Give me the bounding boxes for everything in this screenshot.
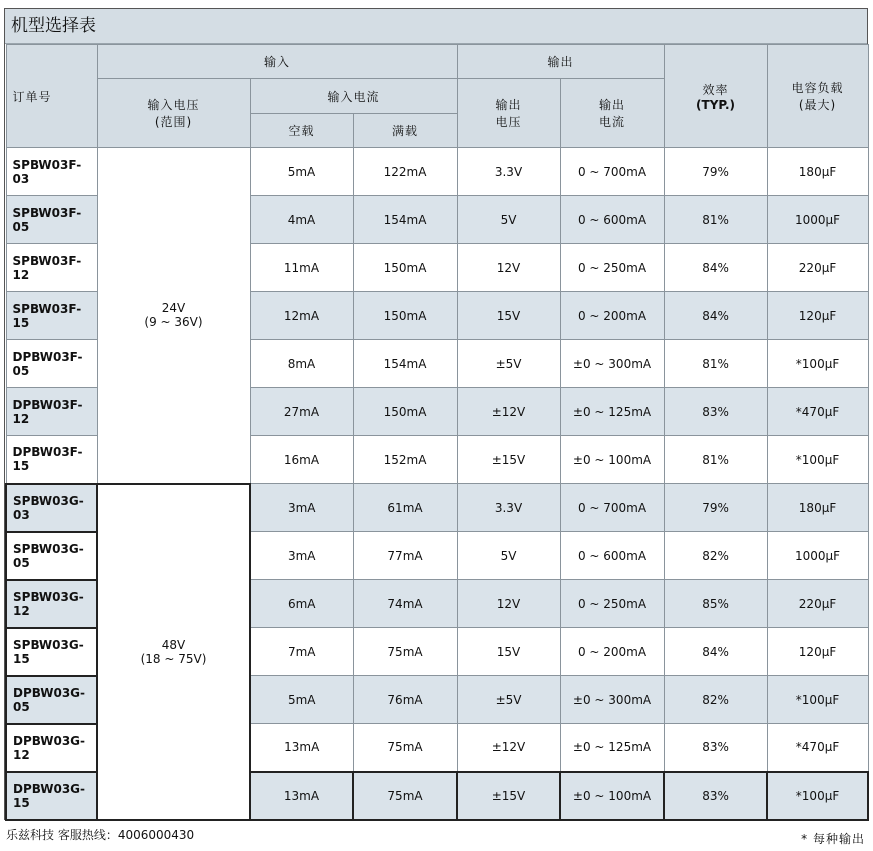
- header-cap-load: [767, 45, 868, 148]
- input-voltage-value: 48V: [161, 637, 186, 652]
- full-load-cell: 75mA: [353, 628, 457, 676]
- header-efficiency-label: 效率: [702, 82, 729, 97]
- model-cell: DPBW03G-15: [6, 772, 97, 820]
- model-cell: DPBW03G-12: [6, 724, 97, 772]
- efficiency-cell: 83%: [664, 388, 767, 436]
- input-voltage-value: 24V: [161, 301, 186, 316]
- model-cell: DPBW03F-15: [6, 436, 97, 484]
- model-cell: DPBW03G-05: [6, 676, 97, 724]
- header-output-current-line2: 电流: [599, 115, 626, 129]
- input-voltage-range: (18 ~ 75V): [140, 651, 207, 666]
- header-input-voltage: [97, 79, 250, 148]
- efficiency-cell: 82%: [664, 676, 767, 724]
- full-load-cell: 77mA: [353, 532, 457, 580]
- full-load-cell: 76mA: [353, 676, 457, 724]
- model-selection-table: [5, 44, 869, 821]
- efficiency-cell: 84%: [664, 292, 767, 340]
- output-current-cell: 0 ~ 250mA: [560, 244, 664, 292]
- input-voltage-group-cell: [97, 148, 250, 484]
- header-order-no: 订单号: [6, 45, 97, 148]
- header-efficiency-sub: (TYP.): [696, 97, 736, 112]
- output-voltage-cell: ±12V: [457, 388, 560, 436]
- no-load-cell: 6mA: [250, 580, 353, 628]
- capacitive-load-cell: 120μF: [767, 292, 868, 340]
- output-current-cell: ±0 ~ 300mA: [560, 676, 664, 724]
- header-cap-load-sub: (最大): [798, 98, 837, 112]
- efficiency-cell: 81%: [664, 196, 767, 244]
- full-load-cell: 154mA: [353, 196, 457, 244]
- model-cell: SPBW03G-12: [6, 580, 97, 628]
- full-load-cell: 75mA: [353, 724, 457, 772]
- capacitive-load-cell: 180μF: [767, 484, 868, 532]
- footer-hotline: 乐兹科技 客服热线：4006000430: [6, 828, 195, 842]
- output-voltage-cell: 12V: [457, 244, 560, 292]
- model-cell: SPBW03F-12: [6, 244, 97, 292]
- capacitive-load-cell: 220μF: [767, 244, 868, 292]
- model-cell: SPBW03F-03: [6, 148, 97, 196]
- header-output: 输出: [457, 45, 664, 79]
- model-cell: SPBW03F-05: [6, 196, 97, 244]
- efficiency-cell: 85%: [664, 580, 767, 628]
- input-voltage-group-cell: [97, 484, 250, 820]
- capacitive-load-cell: 220μF: [767, 580, 868, 628]
- table-row: [6, 148, 868, 196]
- efficiency-cell: 82%: [664, 532, 767, 580]
- output-current-cell: ±0 ~ 100mA: [560, 772, 664, 820]
- model-cell: SPBW03F-15: [6, 292, 97, 340]
- header-input-voltage-label: 输入电压: [147, 98, 200, 112]
- capacitive-load-cell: 180μF: [767, 148, 868, 196]
- output-current-cell: ±0 ~ 300mA: [560, 340, 664, 388]
- full-load-cell: 150mA: [353, 292, 457, 340]
- output-voltage-cell: 5V: [457, 532, 560, 580]
- no-load-cell: 3mA: [250, 484, 353, 532]
- capacitive-load-cell: *470μF: [767, 724, 868, 772]
- no-load-cell: 7mA: [250, 628, 353, 676]
- full-load-cell: 152mA: [353, 436, 457, 484]
- header-output-voltage: [457, 79, 560, 148]
- output-current-cell: ±0 ~ 100mA: [560, 436, 664, 484]
- output-voltage-cell: ±12V: [457, 724, 560, 772]
- input-voltage-range: (9 ~ 36V): [144, 315, 203, 330]
- capacitive-load-cell: *100μF: [767, 340, 868, 388]
- efficiency-cell: 81%: [664, 340, 767, 388]
- header-full-load: 满载: [353, 114, 457, 148]
- model-cell: SPBW03G-05: [6, 532, 97, 580]
- efficiency-cell: 81%: [664, 436, 767, 484]
- no-load-cell: 13mA: [250, 724, 353, 772]
- header-input: 输入: [97, 45, 457, 79]
- no-load-cell: 3mA: [250, 532, 353, 580]
- model-cell: DPBW03F-05: [6, 340, 97, 388]
- page-title: 机型选择表: [5, 9, 867, 44]
- full-load-cell: 150mA: [353, 244, 457, 292]
- output-current-cell: ±0 ~ 125mA: [560, 724, 664, 772]
- header-no-load: 空载: [250, 114, 353, 148]
- output-voltage-cell: ±15V: [457, 772, 560, 820]
- capacitive-load-cell: *100μF: [767, 676, 868, 724]
- no-load-cell: 16mA: [250, 436, 353, 484]
- full-load-cell: 122mA: [353, 148, 457, 196]
- no-load-cell: 5mA: [250, 676, 353, 724]
- output-voltage-cell: ±5V: [457, 676, 560, 724]
- output-voltage-cell: 12V: [457, 580, 560, 628]
- no-load-cell: 13mA: [250, 772, 353, 820]
- output-current-cell: 0 ~ 600mA: [560, 532, 664, 580]
- output-voltage-cell: ±15V: [457, 436, 560, 484]
- output-voltage-cell: 15V: [457, 628, 560, 676]
- table-row: [6, 484, 868, 532]
- model-cell: SPBW03G-15: [6, 628, 97, 676]
- output-current-cell: 0 ~ 200mA: [560, 292, 664, 340]
- header-input-current: 输入电流: [250, 79, 457, 114]
- no-load-cell: 27mA: [250, 388, 353, 436]
- full-load-cell: 74mA: [353, 580, 457, 628]
- no-load-cell: 4mA: [250, 196, 353, 244]
- no-load-cell: 12mA: [250, 292, 353, 340]
- full-load-cell: 154mA: [353, 340, 457, 388]
- output-voltage-cell: ±5V: [457, 340, 560, 388]
- output-voltage-cell: 3.3V: [457, 148, 560, 196]
- efficiency-cell: 84%: [664, 628, 767, 676]
- output-current-cell: 0 ~ 200mA: [560, 628, 664, 676]
- output-current-cell: 0 ~ 700mA: [560, 484, 664, 532]
- header-output-voltage-line2: 电压: [495, 115, 522, 129]
- capacitive-load-cell: *100μF: [767, 772, 868, 820]
- full-load-cell: 61mA: [353, 484, 457, 532]
- efficiency-cell: 84%: [664, 244, 767, 292]
- efficiency-cell: 83%: [664, 724, 767, 772]
- model-cell: DPBW03F-12: [6, 388, 97, 436]
- efficiency-cell: 79%: [664, 148, 767, 196]
- capacitive-load-cell: 1000μF: [767, 532, 868, 580]
- no-load-cell: 5mA: [250, 148, 353, 196]
- no-load-cell: 11mA: [250, 244, 353, 292]
- output-current-cell: 0 ~ 250mA: [560, 580, 664, 628]
- model-cell: SPBW03G-03: [6, 484, 97, 532]
- header-output-current: [560, 79, 664, 148]
- full-load-cell: 150mA: [353, 388, 457, 436]
- output-voltage-cell: 5V: [457, 196, 560, 244]
- efficiency-cell: 79%: [664, 484, 767, 532]
- capacitive-load-cell: *470μF: [767, 388, 868, 436]
- output-voltage-cell: 3.3V: [457, 484, 560, 532]
- footer-note: * 每种输出: [801, 832, 865, 846]
- header-output-voltage-line1: 输出: [495, 98, 522, 112]
- output-current-cell: 0 ~ 700mA: [560, 148, 664, 196]
- full-load-cell: 75mA: [353, 772, 457, 820]
- header-efficiency: [664, 45, 767, 148]
- capacitive-load-cell: 1000μF: [767, 196, 868, 244]
- capacitive-load-cell: *100μF: [767, 436, 868, 484]
- header-output-current-line1: 输出: [599, 98, 626, 112]
- efficiency-cell: 83%: [664, 772, 767, 820]
- output-voltage-cell: 15V: [457, 292, 560, 340]
- output-current-cell: 0 ~ 600mA: [560, 196, 664, 244]
- output-current-cell: ±0 ~ 125mA: [560, 388, 664, 436]
- header-cap-load-label: 电容负载: [791, 81, 844, 95]
- header-input-voltage-sub: (范围): [154, 115, 193, 129]
- no-load-cell: 8mA: [250, 340, 353, 388]
- capacitive-load-cell: 120μF: [767, 628, 868, 676]
